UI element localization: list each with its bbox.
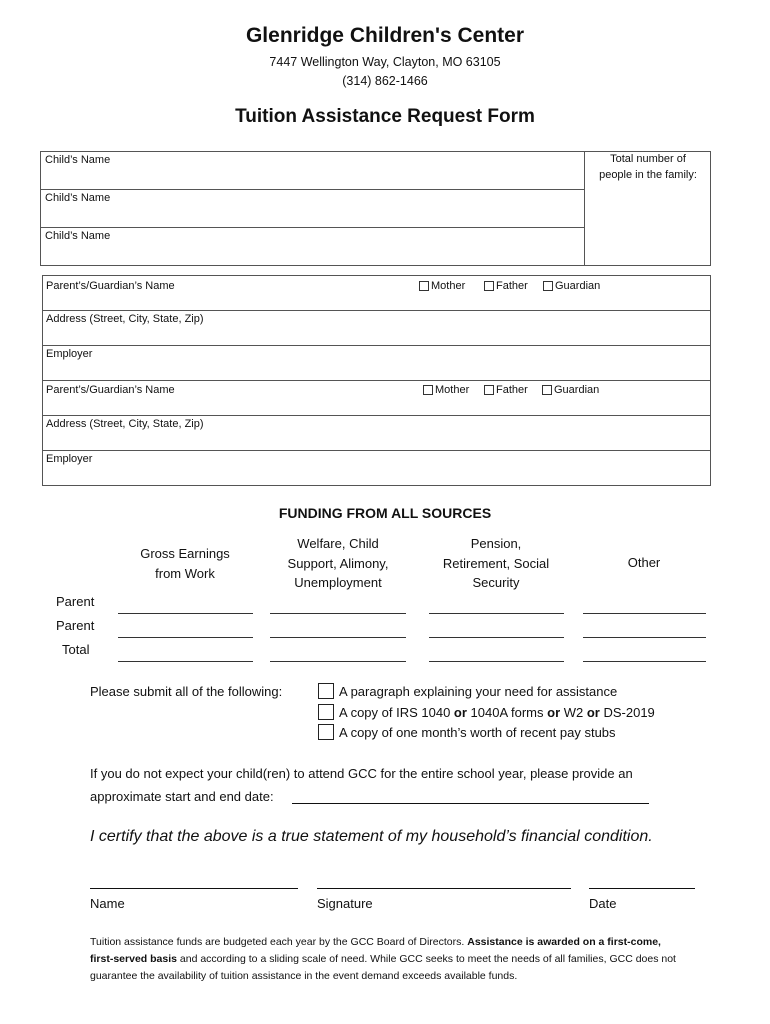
col-text: Welfare, Child [297, 536, 379, 551]
col-text: Security [472, 575, 520, 590]
parents-section [42, 275, 711, 486]
irs-text: DS-2019 [599, 705, 655, 720]
org-name: Glenridge Children's Center [245, 24, 525, 47]
col-text: Gross Earnings [140, 546, 230, 561]
footer-text: Tuition assistance funds are budgeted each year by the GCC Board of Directors. [90, 936, 468, 948]
total-people-label-2: people in the family: [599, 169, 697, 181]
employer-field-2[interactable] [43, 451, 710, 485]
father-label: Father [496, 384, 528, 396]
paragraph-checkbox[interactable] [318, 683, 334, 699]
footer-line-1 [90, 934, 730, 951]
mother-label: Mother [431, 280, 466, 292]
certify-statement: I certify that the above is a true statement of my household’s financial condition. [90, 828, 653, 845]
child-name-label: Child’s Name [45, 154, 111, 166]
child-name-field-3[interactable] [41, 228, 584, 265]
col-pension [426, 534, 566, 593]
col-welfare [268, 534, 408, 593]
org-phone: (314) 862-1466 [342, 74, 428, 88]
or-text: or [547, 705, 561, 720]
children-section [40, 151, 711, 266]
guardian-option-label: Guardian [555, 280, 601, 292]
col-text: Support, Alimony, [287, 555, 389, 571]
address-label: Address (Street, City, State, Zip) [46, 313, 204, 325]
funding-input[interactable] [429, 637, 564, 638]
irs-forms-item [339, 705, 655, 720]
checkbox-square [484, 281, 494, 291]
col-other [584, 553, 704, 573]
footer-bold: Assistance is awarded on a first-come, [467, 936, 661, 948]
employer-label: Employer [46, 453, 93, 465]
child-name-label: Child’s Name [45, 230, 111, 242]
guardian-checkbox-2[interactable] [542, 384, 599, 396]
employer-label: Employer [46, 348, 93, 360]
irs-text: 1040A forms [466, 705, 548, 720]
date-label: Date [589, 896, 617, 911]
checkbox-square [484, 385, 494, 395]
footer-line-2 [90, 951, 730, 968]
funding-input[interactable] [583, 613, 706, 614]
row-label-total: Total [62, 642, 90, 657]
total-people-field[interactable] [585, 152, 711, 265]
col-gross-earnings [125, 544, 245, 583]
funding-input[interactable] [583, 637, 706, 638]
row-label-parent-2: Parent [56, 618, 95, 633]
date-input[interactable] [589, 888, 695, 889]
or-text: or [453, 705, 467, 720]
employer-field-1[interactable] [43, 346, 710, 380]
address-label: Address (Street, City, State, Zip) [46, 418, 204, 430]
father-checkbox-2[interactable] [484, 384, 528, 396]
form-title: Tuition Assistance Request Form [235, 106, 535, 127]
checkbox-square [419, 281, 429, 291]
col-text: Unemployment [294, 575, 382, 590]
funding-input[interactable] [270, 637, 406, 638]
signature-input[interactable] [317, 888, 571, 889]
col-text: Other [627, 555, 661, 570]
address-field-2[interactable] [43, 416, 710, 450]
col-text: Retirement, Social [442, 555, 550, 571]
col-text: Pension, [470, 536, 522, 551]
funding-input[interactable] [583, 661, 706, 662]
pay-stubs-checkbox[interactable] [318, 724, 334, 740]
submit-label: Please submit all of the following: [90, 684, 283, 699]
pay-stubs-item: A copy of one month’s worth of recent pay stubs [339, 725, 616, 740]
funding-input[interactable] [118, 613, 253, 614]
mother-label: Mother [435, 384, 470, 396]
mother-checkbox-2[interactable] [423, 384, 469, 396]
child-name-label: Child’s Name [45, 192, 111, 204]
checkbox-square [543, 281, 553, 291]
mother-checkbox-1[interactable] [419, 280, 465, 292]
irs-text: W2 [560, 705, 587, 720]
footer-text: and according to a sliding scale of need. While GCC seeks to meet the needs of all families, GCC does not [176, 953, 676, 965]
guardian-name-field-1[interactable] [43, 276, 710, 310]
funding-input[interactable] [429, 613, 564, 614]
dates-instruction-1: If you do not expect your child(ren) to attend GCC for the entire school year, please provide an [90, 766, 633, 781]
checkbox-square [423, 385, 433, 395]
footer-bold: first-served basis [90, 953, 177, 965]
or-text: or [586, 705, 600, 720]
funding-input[interactable] [270, 613, 406, 614]
dates-instruction-2: approximate start and end date: [90, 789, 274, 804]
name-label: Name [90, 896, 125, 911]
father-checkbox-1[interactable] [484, 280, 528, 292]
checkbox-square [542, 385, 552, 395]
guardian-name-field-2[interactable] [43, 381, 710, 415]
funding-input[interactable] [118, 661, 253, 662]
col-text: from Work [155, 565, 215, 581]
name-input[interactable] [90, 888, 298, 889]
guardian-name-label: Parent’s/Guardian’s Name [46, 280, 175, 292]
guardian-option-label: Guardian [554, 384, 600, 396]
org-address: 7447 Wellington Way, Clayton, MO 63105 [269, 55, 501, 69]
funding-title: FUNDING FROM ALL SOURCES [278, 505, 492, 521]
footer-line-3: guarantee the availability of tuition assistance in the event demand exceeds available funds. [90, 970, 518, 982]
guardian-name-label: Parent’s/Guardian’s Name [46, 384, 175, 396]
address-field-1[interactable] [43, 311, 710, 345]
funding-input[interactable] [270, 661, 406, 662]
paragraph-item: A paragraph explaining your need for assistance [339, 684, 618, 699]
row-label-parent-1: Parent [56, 594, 95, 609]
total-people-label-1: Total number of [610, 153, 686, 165]
father-label: Father [496, 280, 528, 292]
signature-label: Signature [317, 896, 373, 911]
child-name-field-1[interactable] [41, 152, 584, 189]
funding-input[interactable] [118, 637, 253, 638]
funding-input[interactable] [429, 661, 564, 662]
child-name-field-2[interactable] [41, 190, 584, 227]
irs-forms-checkbox[interactable] [318, 704, 334, 720]
irs-text: A copy of IRS 1040 [339, 705, 454, 720]
start-end-date-input[interactable] [292, 803, 649, 804]
guardian-checkbox-1[interactable] [543, 280, 600, 292]
